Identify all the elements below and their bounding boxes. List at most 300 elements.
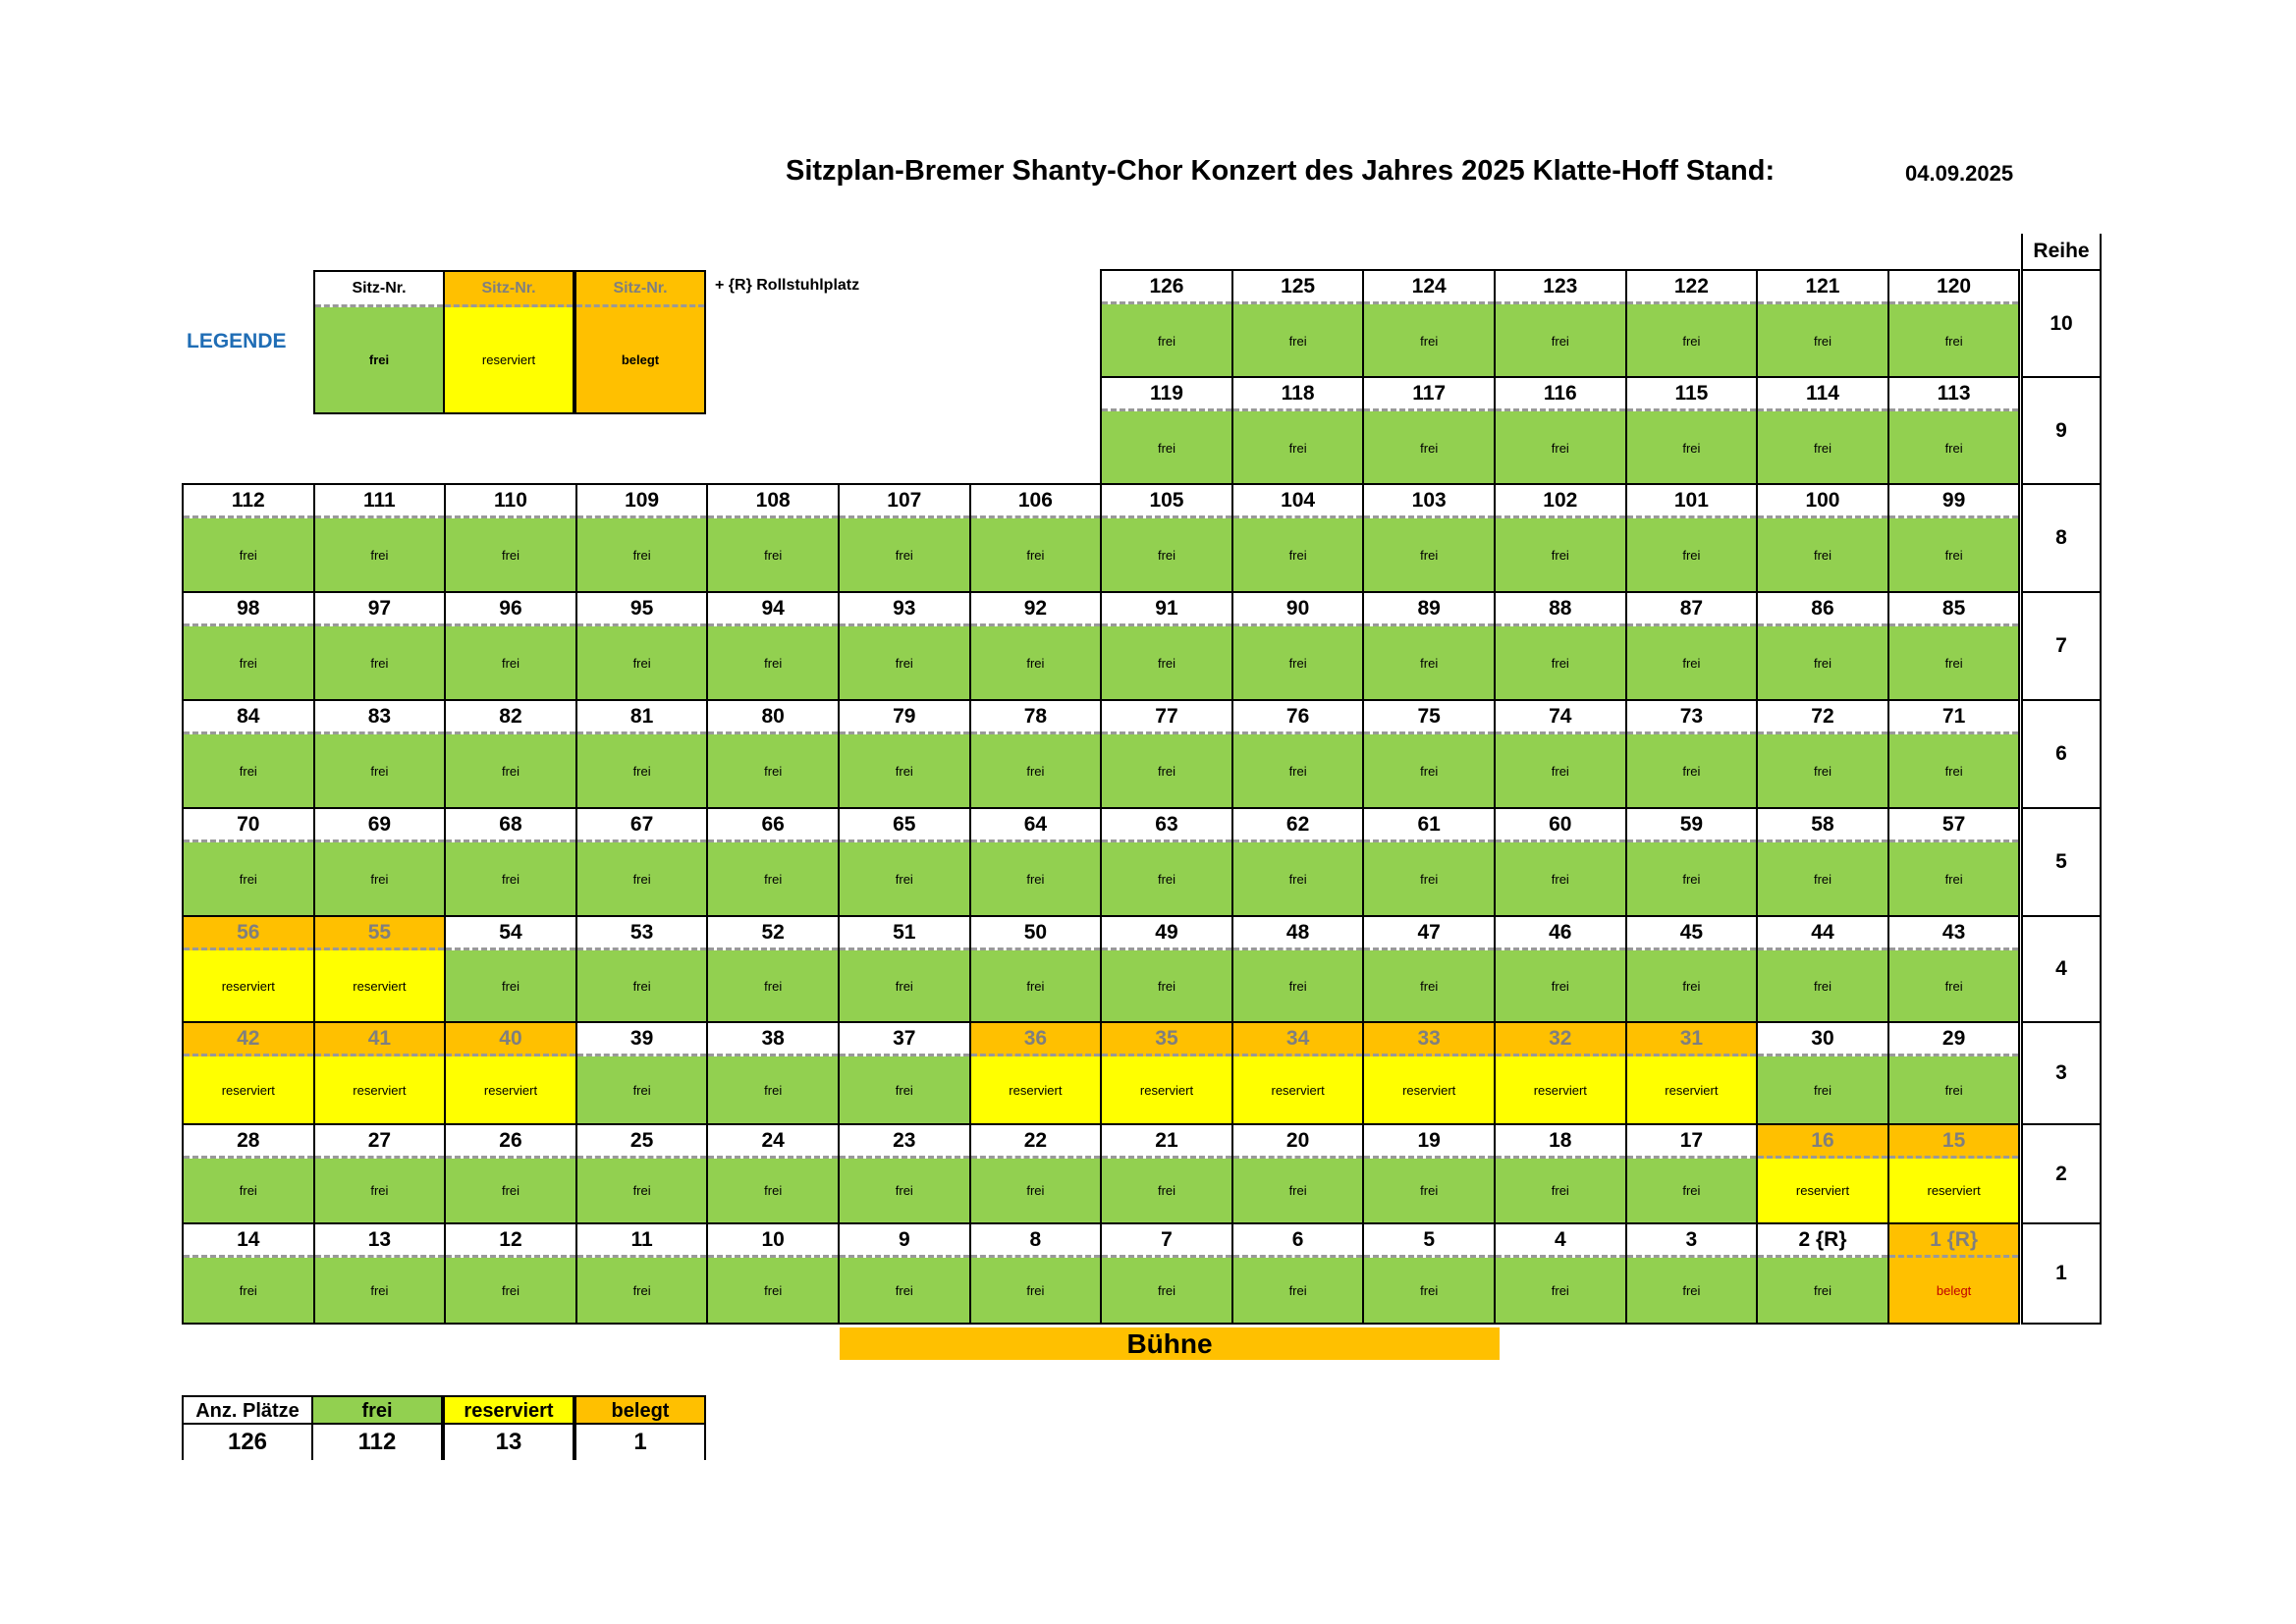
seat-status: frei bbox=[1102, 734, 1231, 807]
summary-belegt bbox=[574, 1395, 706, 1460]
seat-number: 117 bbox=[1364, 378, 1494, 411]
seat[interactable] bbox=[444, 807, 577, 917]
seat[interactable] bbox=[1494, 376, 1627, 486]
seat-status: reserviert bbox=[1364, 1056, 1494, 1123]
legend-label: frei bbox=[315, 307, 443, 412]
seat-status: frei bbox=[840, 950, 969, 1021]
seat[interactable] bbox=[444, 1021, 577, 1125]
seat-status: frei bbox=[446, 950, 575, 1021]
seat[interactable] bbox=[1494, 915, 1627, 1023]
seat-status: frei bbox=[1102, 304, 1231, 377]
seat-number: 27 bbox=[315, 1125, 445, 1159]
seat[interactable] bbox=[1625, 269, 1759, 379]
seat-status: frei bbox=[1364, 411, 1494, 484]
seat-status: frei bbox=[1496, 734, 1625, 807]
seat[interactable] bbox=[1231, 807, 1365, 917]
seat[interactable] bbox=[969, 699, 1103, 809]
seat[interactable] bbox=[969, 807, 1103, 917]
seat-number: 87 bbox=[1627, 593, 1757, 626]
seat-status: frei bbox=[1233, 304, 1363, 377]
seat[interactable] bbox=[1231, 1123, 1365, 1224]
seat-status: frei bbox=[1102, 1159, 1231, 1222]
seat-number: 102 bbox=[1496, 485, 1625, 518]
seat[interactable] bbox=[1756, 1222, 1889, 1325]
seat[interactable] bbox=[1756, 591, 1889, 701]
seat[interactable] bbox=[575, 1222, 709, 1325]
seat[interactable] bbox=[575, 699, 709, 809]
seat[interactable] bbox=[706, 591, 840, 701]
seat[interactable] bbox=[1362, 376, 1496, 486]
seat-number: 50 bbox=[971, 917, 1101, 950]
seat-status: frei bbox=[840, 1159, 969, 1222]
seat-status: frei bbox=[1233, 842, 1363, 915]
seat-number: 56 bbox=[184, 917, 313, 950]
seat-number: 121 bbox=[1758, 271, 1887, 304]
seat[interactable] bbox=[969, 1021, 1103, 1125]
seat-number: 66 bbox=[708, 809, 838, 842]
seat-status: frei bbox=[1627, 842, 1757, 915]
seat-number: 114 bbox=[1758, 378, 1887, 411]
seat[interactable] bbox=[838, 591, 971, 701]
seat[interactable] bbox=[313, 483, 447, 593]
seat[interactable] bbox=[575, 807, 709, 917]
seat-number: 53 bbox=[577, 917, 707, 950]
seat-number: 111 bbox=[315, 485, 445, 518]
seat[interactable] bbox=[1362, 591, 1496, 701]
summary-reserviert bbox=[443, 1395, 574, 1460]
seat[interactable] bbox=[1231, 591, 1365, 701]
seat[interactable] bbox=[575, 591, 709, 701]
seat-status: reserviert bbox=[1758, 1159, 1887, 1222]
seat-number: 125 bbox=[1233, 271, 1363, 304]
seat[interactable] bbox=[1362, 1021, 1496, 1125]
seat[interactable] bbox=[1231, 1222, 1365, 1325]
seat-number: 29 bbox=[1889, 1023, 2019, 1056]
seat-number: 26 bbox=[446, 1125, 575, 1159]
seat-number: 69 bbox=[315, 809, 445, 842]
seat-number: 126 bbox=[1102, 271, 1231, 304]
seat[interactable] bbox=[1100, 376, 1233, 486]
seat-status: frei bbox=[1496, 950, 1625, 1021]
seat-status: frei bbox=[1364, 734, 1494, 807]
seat-number: 104 bbox=[1233, 485, 1363, 518]
seat[interactable] bbox=[1756, 1021, 1889, 1125]
seat-number: 18 bbox=[1496, 1125, 1625, 1159]
seat-number: 120 bbox=[1889, 271, 2019, 304]
seat[interactable] bbox=[1231, 699, 1365, 809]
seat-status: reserviert bbox=[971, 1056, 1101, 1123]
seat-number: 68 bbox=[446, 809, 575, 842]
seat-status: frei bbox=[1758, 1056, 1887, 1123]
seat-status: reserviert bbox=[1496, 1056, 1625, 1123]
seat-number: 4 bbox=[1496, 1224, 1625, 1258]
seat-status: frei bbox=[971, 1258, 1101, 1323]
seat-number: 11 bbox=[577, 1224, 707, 1258]
seat[interactable] bbox=[1756, 483, 1889, 593]
seat-number: 64 bbox=[971, 809, 1101, 842]
seat[interactable] bbox=[1756, 699, 1889, 809]
seat[interactable] bbox=[1625, 1222, 1759, 1325]
seat-number: 7 bbox=[1102, 1224, 1231, 1258]
seat-status: frei bbox=[446, 842, 575, 915]
seat-status: frei bbox=[1364, 1258, 1494, 1323]
seat-status: frei bbox=[971, 626, 1101, 699]
legend-head: Sitz-Nr. bbox=[315, 272, 443, 307]
seat-status: frei bbox=[184, 842, 313, 915]
seat-status: frei bbox=[184, 1258, 313, 1323]
seat[interactable] bbox=[444, 915, 577, 1023]
seat[interactable] bbox=[1756, 807, 1889, 917]
seat-status: reserviert bbox=[446, 1056, 575, 1123]
seat-number: 75 bbox=[1364, 701, 1494, 734]
seat[interactable] bbox=[1100, 915, 1233, 1023]
seat[interactable] bbox=[1100, 483, 1233, 593]
seat-status: frei bbox=[1496, 626, 1625, 699]
seat[interactable] bbox=[969, 591, 1103, 701]
seat-number: 40 bbox=[446, 1023, 575, 1056]
seat[interactable] bbox=[313, 915, 447, 1023]
seat[interactable] bbox=[1362, 1123, 1496, 1224]
seat[interactable] bbox=[444, 699, 577, 809]
seat-status: frei bbox=[1233, 1159, 1363, 1222]
seat-status: frei bbox=[1758, 304, 1887, 377]
seat-number: 21 bbox=[1102, 1125, 1231, 1159]
seat[interactable] bbox=[444, 591, 577, 701]
seat[interactable] bbox=[706, 483, 840, 593]
seat[interactable] bbox=[575, 1021, 709, 1125]
seat-status: reserviert bbox=[1627, 1056, 1757, 1123]
seat-number: 110 bbox=[446, 485, 575, 518]
seat-number: 65 bbox=[840, 809, 969, 842]
seat-number: 67 bbox=[577, 809, 707, 842]
seat[interactable] bbox=[1625, 376, 1759, 486]
seat-number: 12 bbox=[446, 1224, 575, 1258]
seat-status: frei bbox=[315, 734, 445, 807]
seat[interactable] bbox=[706, 1123, 840, 1224]
seat-status: frei bbox=[1627, 1159, 1757, 1222]
seat[interactable] bbox=[1756, 915, 1889, 1023]
seat[interactable] bbox=[706, 1222, 840, 1325]
seat-number: 1 {R} bbox=[1889, 1224, 2019, 1258]
seat-status: frei bbox=[708, 842, 838, 915]
seat[interactable] bbox=[1100, 1021, 1233, 1125]
seat[interactable] bbox=[838, 1222, 971, 1325]
seat-status: frei bbox=[1758, 518, 1887, 591]
seat[interactable] bbox=[1362, 269, 1496, 379]
seat-number: 42 bbox=[184, 1023, 313, 1056]
seat-number: 19 bbox=[1364, 1125, 1494, 1159]
seat-number: 10 bbox=[708, 1224, 838, 1258]
seat[interactable] bbox=[182, 1222, 315, 1325]
seat-status: frei bbox=[1102, 411, 1231, 484]
seat-status: frei bbox=[840, 842, 969, 915]
seat[interactable] bbox=[1362, 807, 1496, 917]
seat-status: frei bbox=[1627, 626, 1757, 699]
seat-number: 38 bbox=[708, 1023, 838, 1056]
seat-status: frei bbox=[1496, 304, 1625, 377]
seat-number: 95 bbox=[577, 593, 707, 626]
seat-status: frei bbox=[577, 734, 707, 807]
seat-status: frei bbox=[708, 518, 838, 591]
summary-total bbox=[182, 1395, 313, 1460]
seat-status: frei bbox=[1102, 626, 1231, 699]
seat-status: frei bbox=[184, 626, 313, 699]
seat[interactable] bbox=[1231, 269, 1365, 379]
seat[interactable] bbox=[313, 1123, 447, 1224]
seat-number: 113 bbox=[1889, 378, 2019, 411]
seat-status: frei bbox=[446, 734, 575, 807]
seat-status: frei bbox=[315, 842, 445, 915]
seat-status: reserviert bbox=[315, 950, 445, 1021]
seat[interactable] bbox=[969, 483, 1103, 593]
seat-number: 52 bbox=[708, 917, 838, 950]
legend-item-belegt bbox=[574, 270, 706, 414]
seat[interactable] bbox=[1887, 1123, 2021, 1224]
seat-number: 58 bbox=[1758, 809, 1887, 842]
seat-number: 9 bbox=[840, 1224, 969, 1258]
seat[interactable] bbox=[969, 1123, 1103, 1224]
seat-status: frei bbox=[1758, 1258, 1887, 1323]
seat[interactable] bbox=[313, 1021, 447, 1125]
seat-number: 32 bbox=[1496, 1023, 1625, 1056]
stage: Bühne bbox=[840, 1327, 1500, 1360]
seat[interactable] bbox=[313, 591, 447, 701]
seat-status: frei bbox=[315, 626, 445, 699]
seat-number: 17 bbox=[1627, 1125, 1757, 1159]
seat[interactable] bbox=[1887, 1021, 2021, 1125]
seat-number: 57 bbox=[1889, 809, 2019, 842]
seat[interactable] bbox=[444, 483, 577, 593]
seat-number: 20 bbox=[1233, 1125, 1363, 1159]
seat[interactable] bbox=[1887, 915, 2021, 1023]
seat-number: 45 bbox=[1627, 917, 1757, 950]
seat-status: frei bbox=[446, 1258, 575, 1323]
seat-status: frei bbox=[1889, 734, 2019, 807]
seat[interactable] bbox=[444, 1222, 577, 1325]
seat[interactable] bbox=[838, 915, 971, 1023]
seat[interactable] bbox=[838, 807, 971, 917]
seat-number: 80 bbox=[708, 701, 838, 734]
seat-status: frei bbox=[1889, 1056, 2019, 1123]
seat-status: frei bbox=[1233, 626, 1363, 699]
seat[interactable] bbox=[313, 699, 447, 809]
seat-status: frei bbox=[1364, 626, 1494, 699]
seat[interactable] bbox=[1756, 1123, 1889, 1224]
seat[interactable] bbox=[1887, 807, 2021, 917]
seat-status: frei bbox=[1627, 411, 1757, 484]
seat-status: frei bbox=[1496, 842, 1625, 915]
seat[interactable] bbox=[1362, 483, 1496, 593]
seat-status: frei bbox=[184, 518, 313, 591]
seat-status: reserviert bbox=[1233, 1056, 1363, 1123]
seat[interactable] bbox=[182, 1021, 315, 1125]
seat-status: frei bbox=[1102, 518, 1231, 591]
row-label: 4 bbox=[2021, 915, 2102, 1023]
row-label: 6 bbox=[2021, 699, 2102, 809]
seat-status: frei bbox=[1758, 950, 1887, 1021]
seat-number: 84 bbox=[184, 701, 313, 734]
seat[interactable] bbox=[313, 807, 447, 917]
seat[interactable] bbox=[838, 699, 971, 809]
seat[interactable] bbox=[1887, 699, 2021, 809]
seat-number: 25 bbox=[577, 1125, 707, 1159]
row-label: 1 bbox=[2021, 1222, 2102, 1325]
row-label: 3 bbox=[2021, 1021, 2102, 1125]
seat-status: frei bbox=[577, 518, 707, 591]
seat-number: 91 bbox=[1102, 593, 1231, 626]
seat[interactable] bbox=[1494, 807, 1627, 917]
seat[interactable] bbox=[1100, 269, 1233, 379]
seat-status: frei bbox=[577, 1056, 707, 1123]
seat-status: frei bbox=[840, 1056, 969, 1123]
seat[interactable] bbox=[444, 1123, 577, 1224]
seat-number: 74 bbox=[1496, 701, 1625, 734]
legend-label: reserviert bbox=[445, 307, 573, 412]
seat[interactable] bbox=[1625, 1123, 1759, 1224]
seat-number: 99 bbox=[1889, 485, 2019, 518]
seat[interactable] bbox=[706, 807, 840, 917]
seat[interactable] bbox=[575, 1123, 709, 1224]
seat[interactable] bbox=[182, 915, 315, 1023]
seat[interactable] bbox=[182, 1123, 315, 1224]
wheelchair-note: + {R} Rollstuhlplatz bbox=[715, 277, 860, 294]
seat[interactable] bbox=[1494, 591, 1627, 701]
seat[interactable] bbox=[575, 915, 709, 1023]
seat[interactable] bbox=[1494, 699, 1627, 809]
seat[interactable] bbox=[1887, 376, 2021, 486]
seat-status: frei bbox=[840, 734, 969, 807]
seat-status: frei bbox=[184, 734, 313, 807]
seat-number: 71 bbox=[1889, 701, 2019, 734]
seat[interactable] bbox=[1100, 699, 1233, 809]
seat-number: 13 bbox=[315, 1224, 445, 1258]
seat-number: 61 bbox=[1364, 809, 1494, 842]
summary-header: frei bbox=[313, 1397, 441, 1425]
seat-status: frei bbox=[1627, 518, 1757, 591]
seat[interactable] bbox=[838, 1021, 971, 1125]
seat-status: frei bbox=[315, 518, 445, 591]
seat-number: 89 bbox=[1364, 593, 1494, 626]
seat-status: frei bbox=[1496, 518, 1625, 591]
seat[interactable] bbox=[182, 699, 315, 809]
seat-number: 44 bbox=[1758, 917, 1887, 950]
stand-date: 04.09.2025 bbox=[1905, 161, 2014, 186]
seat[interactable] bbox=[1887, 483, 2021, 593]
seat[interactable] bbox=[182, 591, 315, 701]
seat-number: 103 bbox=[1364, 485, 1494, 518]
seat[interactable] bbox=[1231, 1021, 1365, 1125]
seat[interactable] bbox=[1887, 1222, 2021, 1325]
seat[interactable] bbox=[1887, 591, 2021, 701]
seat[interactable] bbox=[1100, 1123, 1233, 1224]
seat-number: 101 bbox=[1627, 485, 1757, 518]
seat[interactable] bbox=[1625, 915, 1759, 1023]
seat-status: frei bbox=[1758, 411, 1887, 484]
seat[interactable] bbox=[1231, 376, 1365, 486]
seat-number: 90 bbox=[1233, 593, 1363, 626]
seat[interactable] bbox=[575, 483, 709, 593]
seat[interactable] bbox=[1625, 591, 1759, 701]
seat-number: 105 bbox=[1102, 485, 1231, 518]
seat-number: 70 bbox=[184, 809, 313, 842]
seat[interactable] bbox=[1100, 591, 1233, 701]
seat[interactable] bbox=[182, 807, 315, 917]
seat-number: 6 bbox=[1233, 1224, 1363, 1258]
summary-value: 112 bbox=[313, 1425, 441, 1460]
seat-number: 123 bbox=[1496, 271, 1625, 304]
seat-status: frei bbox=[1102, 842, 1231, 915]
seat-status: frei bbox=[1758, 842, 1887, 915]
seat-status: frei bbox=[577, 1159, 707, 1222]
seat-status: frei bbox=[184, 1159, 313, 1222]
seat[interactable] bbox=[1494, 1021, 1627, 1125]
seat[interactable] bbox=[1756, 269, 1889, 379]
seat[interactable] bbox=[1887, 269, 2021, 379]
seat[interactable] bbox=[1494, 269, 1627, 379]
seat[interactable] bbox=[838, 1123, 971, 1224]
seat-number: 63 bbox=[1102, 809, 1231, 842]
seat-number: 31 bbox=[1627, 1023, 1757, 1056]
seat[interactable] bbox=[969, 1222, 1103, 1325]
seat-number: 2 {R} bbox=[1758, 1224, 1887, 1258]
seat-number: 33 bbox=[1364, 1023, 1494, 1056]
seat-status: frei bbox=[840, 626, 969, 699]
seat-number: 14 bbox=[184, 1224, 313, 1258]
seat[interactable] bbox=[1494, 483, 1627, 593]
seat[interactable] bbox=[182, 483, 315, 593]
seat-status: frei bbox=[315, 1159, 445, 1222]
seat[interactable] bbox=[1231, 483, 1365, 593]
seat[interactable] bbox=[1494, 1123, 1627, 1224]
seat-status: frei bbox=[971, 1159, 1101, 1222]
seat[interactable] bbox=[838, 483, 971, 593]
seat-status: frei bbox=[1889, 518, 2019, 591]
seat[interactable] bbox=[1362, 915, 1496, 1023]
seat[interactable] bbox=[313, 1222, 447, 1325]
seat-number: 97 bbox=[315, 593, 445, 626]
seat[interactable] bbox=[1100, 807, 1233, 917]
seat[interactable] bbox=[969, 915, 1103, 1023]
seat-number: 41 bbox=[315, 1023, 445, 1056]
seat[interactable] bbox=[1100, 1222, 1233, 1325]
seat-number: 83 bbox=[315, 701, 445, 734]
legend-head: Sitz-Nr. bbox=[445, 272, 573, 307]
seat[interactable] bbox=[1625, 699, 1759, 809]
seat[interactable] bbox=[1756, 376, 1889, 486]
seat-number: 3 bbox=[1627, 1224, 1757, 1258]
seat-number: 72 bbox=[1758, 701, 1887, 734]
seat[interactable] bbox=[1625, 1021, 1759, 1125]
seat[interactable] bbox=[706, 1021, 840, 1125]
seat[interactable] bbox=[1625, 483, 1759, 593]
seat[interactable] bbox=[1362, 699, 1496, 809]
seat-status: frei bbox=[1102, 950, 1231, 1021]
seat[interactable] bbox=[706, 699, 840, 809]
seat[interactable] bbox=[1494, 1222, 1627, 1325]
seat-status: frei bbox=[1364, 1159, 1494, 1222]
seat-status: frei bbox=[708, 1159, 838, 1222]
seat[interactable] bbox=[1231, 915, 1365, 1023]
seat-number: 106 bbox=[971, 485, 1101, 518]
seat-status: frei bbox=[1889, 411, 2019, 484]
seat[interactable] bbox=[1362, 1222, 1496, 1325]
seat[interactable] bbox=[1625, 807, 1759, 917]
seat-status: frei bbox=[708, 626, 838, 699]
seat-status: frei bbox=[577, 1258, 707, 1323]
seat-number: 46 bbox=[1496, 917, 1625, 950]
seat-number: 34 bbox=[1233, 1023, 1363, 1056]
seat[interactable] bbox=[706, 915, 840, 1023]
